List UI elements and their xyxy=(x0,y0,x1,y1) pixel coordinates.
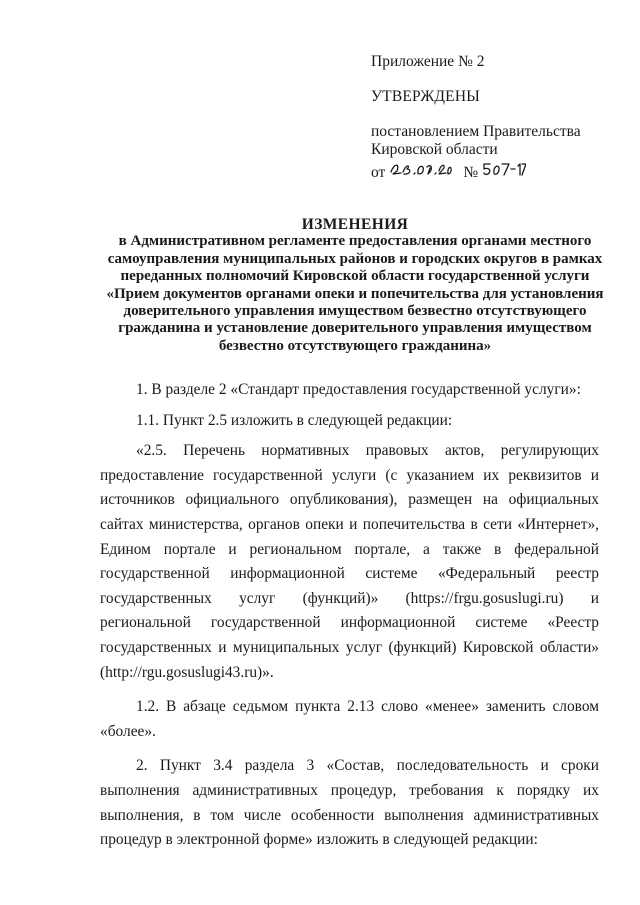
approved-label: УТВЕРЖДЕНЫ xyxy=(371,88,480,105)
document-body xyxy=(100,378,599,853)
handwritten-date xyxy=(389,159,453,177)
paragraph-2: 2. Пункт 3.4 раздела 3 «Состав, последовательность и сроки выполнения административных процедур, требования к порядку их выполнения, в том числе особенности выполнения административных процедур в электронной форме» изложить в следующей редакции: xyxy=(100,757,599,849)
paragraph-1-1: 1.1. Пункт 2.5 изложить в следующей редакции: xyxy=(136,411,453,429)
appendix-label: Приложение № 2 xyxy=(371,53,485,70)
from-label: от xyxy=(371,164,386,181)
document-title-block xyxy=(96,216,614,355)
document-heading: ИЗМЕНЕНИЯ xyxy=(301,216,409,233)
paragraph-1-2: 1.2. В абзаце седьмом пункта 2.13 слово «менее» заменить словом «более». xyxy=(100,698,599,740)
approval-block xyxy=(371,53,631,182)
decree-reference xyxy=(371,123,631,182)
number-label: № xyxy=(463,164,479,181)
decree-date-number-line xyxy=(371,159,631,182)
paragraph-2-5-text: «2.5. Перечень нормативных правовых актов, регулирующих предоставление государственной услуги (с указанием их реквизитов и источников официального опубликования), размещен на официальных сайтах министерства, органов опеки и попечительства в сети «Интернет», Едином портале и региональном портале, а также в федеральной государственной информационной системе «Федеральный реестр государственных услуг (функций)» (https://frgu.gosuslugi.ru) и региональной государственной информационной системе «Реестр государственных и муниципальных услуг (функций) Кировской области» (http://rgu.gosuslugi43.ru)». xyxy=(100,442,599,681)
decree-line-2: Кировской области xyxy=(371,141,498,158)
document-subtitle: в Административном регламенте предоставления органами местного самоуправления муниципальных районов и городских округов в рамках переданных полномочий Кировской области государственной услуги «Прием документов органами опеки и попечительства для установления доверительного управления имуществом безвестно отсутствующего гражданина и установление доверительного управления имуществом безвестно отсутствующего гражданина» xyxy=(106,233,604,354)
decree-line-1: постановлением Правительства xyxy=(371,123,581,140)
paragraph-1: 1. В разделе 2 «Стандарт предоставления государственной услуги»: xyxy=(136,381,581,398)
handwritten-number xyxy=(482,159,526,177)
